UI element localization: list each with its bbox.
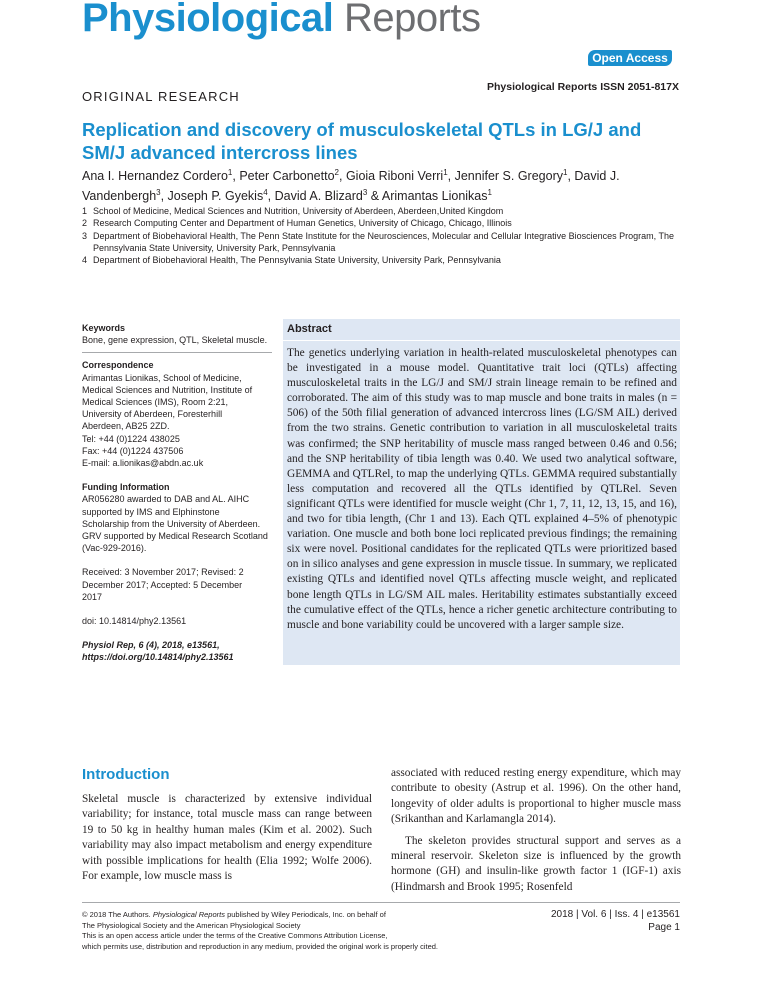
dates-line: Received: 3 November 2017; Revised: 2 [82, 567, 244, 578]
intro-left-column [82, 792, 372, 884]
footer-license [82, 910, 522, 953]
author-name: David A. Blizard [274, 188, 363, 203]
abstract-text: The genetics underlying variation in health-related musculoskeletal phenotypes can be investigated in a mouse model. Quantitative trait loci (QTLs) affecting musculoskeletal traits in the LG/J and SM/J strain lineage remain to be refined and corroborated. The aim of this study was to map muscle and bone traits in males (n = 506) of the 50th filial generation of advanced intercross lines (LG/SM AIL) derived from the two strains. Genetic contribution to variation in all musculoskeletal traits was confirmed; the SNP heritability of muscle mass ranged between 0.46 and 0.56; and the SNP heritability of tibia length was 0.40. We used two analytical software, GEMMA and QTLRel, to map the underlying QTLs. GEMMA required substantially less computation and recovered all the QTLs identified by QTLRel. Seven significant QTLs were identified for muscle weight (Chr 1, 7, 11, 12, 13, 15, and 16), and two for tibia length, (Chr 1 and 13). Each QTL explained 4–5% of phenotypic variation. One muscle and both bone loci replicated previous findings; the remaining six were novel. Positional candidates for the replicated QTLs were prioritized based on in silico analyses and gene expression in muscle tissue. In summary, we replicated existing QTLs and identified novel QTLs affecting muscle weight, and replicated bone length QTLs in LG/SM AIL males. Heritability estimates substantially exceed the cumulative effect of the QTLs, hence a richer genetic architecture contributing to muscle and bone variability could be uncovered with a larger sample size. [287, 347, 677, 631]
author-name: Peter Carbonetto [239, 169, 335, 184]
sidebar-divider [82, 352, 272, 353]
author-name: David J. Vandenbergh [82, 169, 620, 203]
page-number: Page 1 [648, 921, 680, 933]
copyright-journal: Physiological Reports [152, 910, 225, 919]
intro-paragraph: The skeleton provides structural support and serves as a mineral reservoir. Skeleton size is influenced by the growth hormone (GH) and insulin-like growth factor 1 (IGF-1) axis (Hindmarsh and Brook 1995; Rosenfeld [391, 834, 681, 893]
correspondence-block [82, 372, 272, 470]
correspondence-line: Fax: +44 (0)1224 437506 [82, 445, 184, 456]
funding-line: GRV supported by Medical Research Scotland [82, 531, 268, 542]
dates-line: December 2017; Accepted: 5 December [82, 579, 243, 590]
funding-line: AR056280 awarded to DAB and AL. AIHC [82, 494, 250, 505]
correspondence-email[interactable]: E-mail: a.lionikas@abdn.ac.uk [82, 458, 204, 469]
correspondence-line: Arimantas Lionikas, School of Medicine, [82, 372, 242, 383]
dates-block [82, 566, 272, 603]
section-label: ORIGINAL RESEARCH [82, 89, 240, 104]
affiliation-number: 1 [82, 206, 88, 216]
correspondence-line: Aberdeen, AB25 2ZD. [82, 421, 170, 432]
author-name: Arimantas Lionikas [381, 188, 488, 203]
article-title: Replication and discovery of musculoskeletal QTLs in LG/J and SM/J advanced intercross lines [82, 119, 642, 163]
author-affiliation-mark: 3 [156, 187, 161, 197]
citation-link[interactable]: https://doi.org/10.14814/phy2.13561 [82, 652, 234, 663]
affiliation-item [82, 254, 692, 266]
affiliation-item [82, 230, 692, 255]
author-name: Gioia Riboni Verri [345, 169, 444, 184]
author-affiliation-mark: 1 [487, 187, 492, 197]
funding-line: (Vac-929-2016). [82, 543, 147, 554]
copyright-text: published by Wiley Periodicals, Inc. on behalf of [224, 910, 386, 919]
footer-divider [82, 902, 680, 903]
author-affiliation-mark: 3 [362, 187, 368, 197]
correspondence-line: Tel: +44 (0)1224 438025 [82, 433, 180, 444]
correspondence-line: University of Aberdeen, Foresterhill [82, 409, 223, 420]
author-name: Ana I. Hernandez Cordero [82, 169, 228, 184]
dates-line: 2017 [82, 591, 103, 602]
article-sidebar [82, 322, 272, 664]
affiliation-number: 2 [82, 218, 88, 229]
affiliations [82, 205, 692, 266]
issue-info: 2018 | Vol. 6 | Iss. 4 | e13561 [551, 909, 680, 920]
affiliation-number: 3 [82, 230, 88, 241]
open-access-badge: Open Access [588, 50, 672, 66]
affiliation-text: Department of Biobehavioral Health, The Penn State Institute for the Neurosciences, Molecular and Cellular Integrative Biosciences Program, The Pennsylvania State University, University Park, Pennsylvania [93, 230, 674, 253]
affiliation-number: 4 [82, 255, 88, 266]
introduction-heading: Introduction [82, 766, 170, 783]
copyright-text: © 2018 The Authors. [82, 910, 153, 919]
intro-paragraph: associated with reduced resting energy expenditure, which may contribute to obesity (Astrup et al. 1996). On the other hand, longevity of older adults is proportional to higher muscle mass (Srikanthan and Karlamangla 2014). [391, 767, 681, 826]
author-list: Ana I. Hernandez Cordero$^1$, Peter Carbonetto$^2$, Gioia Riboni Verri$^1$, Jennifer S. Gregory$^1$, David J. Vandenbergh$^3$, Joseph P. Gyekis$^4$, David A. Blizard$^3$ & Arimantas Lionikas$^1$ [82, 168, 620, 203]
doi[interactable]: doi: 10.14814/phy2.13561 [82, 616, 187, 627]
footer-copyright [82, 910, 522, 921]
author-name: Joseph P. Gyekis [167, 188, 264, 203]
author-affiliation-mark: 1 [227, 168, 233, 177]
affiliation-item [82, 205, 692, 217]
funding-block [82, 493, 272, 554]
intro-right-column [391, 766, 681, 895]
footer-issue [551, 909, 680, 934]
keywords-heading: Keywords [82, 323, 126, 333]
affiliation-item [82, 217, 692, 229]
journal-issn: Physiological Reports ISSN 2051-817X [487, 81, 679, 93]
affiliation-text: Research Computing Center and Department of Human Genetics, University of Chicago, Chicago, Illinois [93, 218, 512, 229]
funding-line: Scholarship from the University of Aberdeen. [82, 518, 261, 529]
citation-line: Physiol Rep, 6 (4), 2018, e13561, [82, 640, 220, 651]
journal-name-light: Reports [343, 0, 481, 40]
affiliation-text: Department of Biobehavioral Health, The Pennsylvania State University, University Park, Pennsylvania [93, 255, 501, 266]
author-affiliation-mark: 1 [563, 168, 568, 177]
keywords: Bone, gene expression, QTL, Skeletal muscle. [82, 335, 268, 346]
author-affiliation-mark: 4 [263, 187, 268, 197]
correspondence-heading: Correspondence [82, 360, 154, 371]
abstract-divider [283, 340, 680, 341]
correspondence-line: Medical Sciences and Nutrition, Institute of [82, 384, 253, 395]
footer-line: This is an open access article under the terms of the Creative Commons Attribution License, [82, 931, 388, 941]
journal-name-strong: Physiological [82, 0, 334, 40]
journal-logo [82, 0, 481, 42]
footer-line: The Physiological Society and the American Physiological Society [82, 920, 301, 930]
footer-line: which permits use, distribution and reproduction in any medium, provided the original work is properly cited. [82, 942, 439, 952]
author-name: Jennifer S. Gregory [454, 169, 563, 184]
correspondence-line: Medical Sciences (IMS), Room 2:21, [82, 397, 229, 408]
funding-line: supported by IMS and Elphinstone [82, 506, 220, 517]
funding-heading: Funding Information [82, 482, 170, 493]
intro-paragraph: Skeletal muscle is characterized by extensive individual variability; for instance, total muscle mass can range between 19 to 50 kg in healthy human males (Kim et al. 2002). Such variability may also impact metabolism and energy expenditure with possible implications for health (Elia 1992; Wolfe 2006). For example, low muscle mass is [82, 793, 372, 883]
author-affiliation-mark: 2 [334, 168, 339, 177]
affiliation-text: School of Medicine, Medical Sciences and Nutrition, University of Aberdeen, Aberdeen,United Kingdom [93, 206, 504, 216]
citation-block [82, 639, 272, 663]
author-affiliation-mark: 1 [443, 168, 448, 177]
abstract-heading: Abstract [287, 323, 332, 335]
